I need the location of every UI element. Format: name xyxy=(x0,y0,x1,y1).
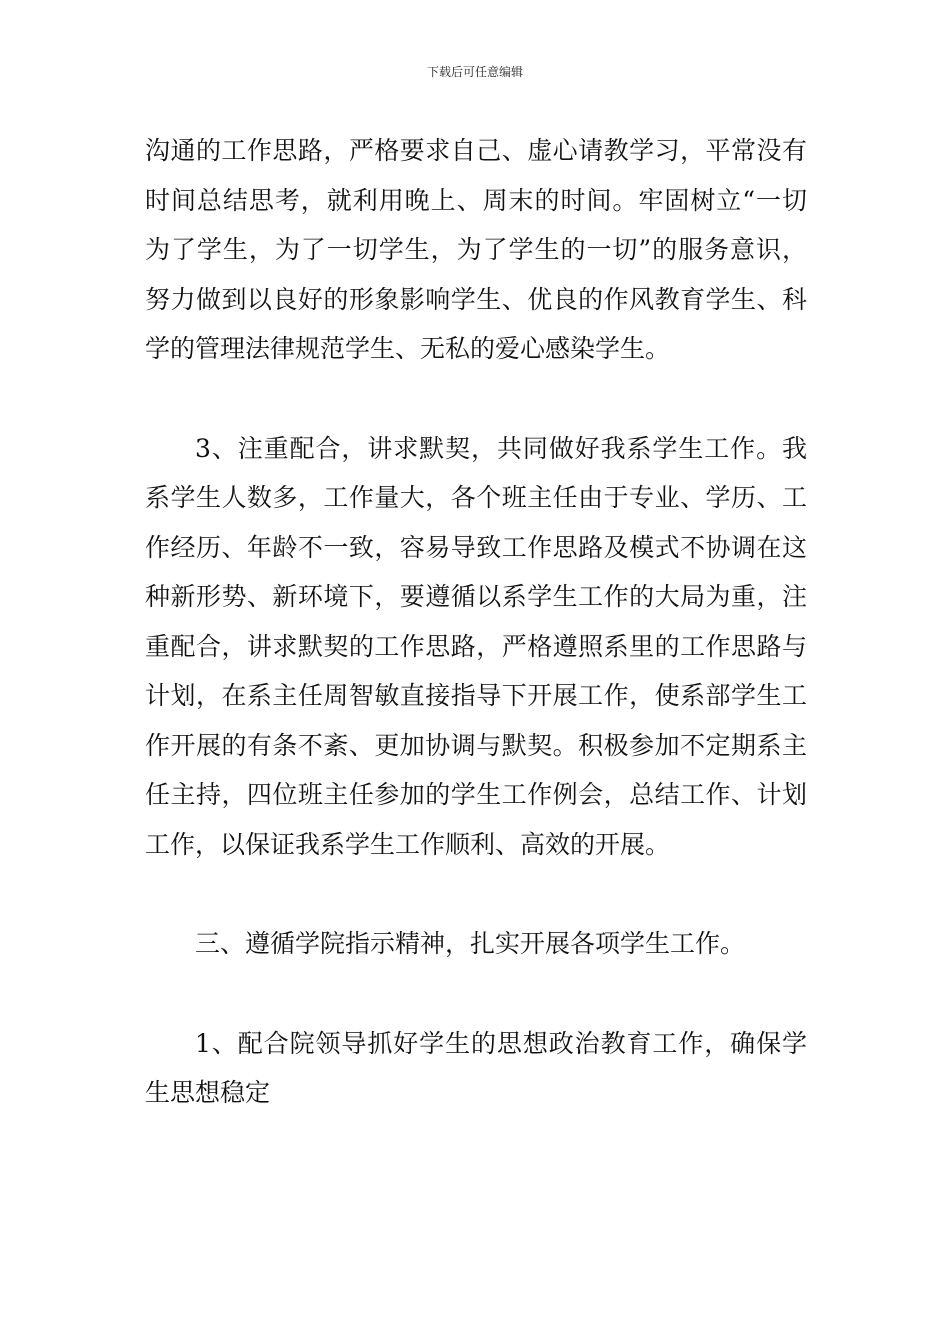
page-header-note: 下载后可任意编辑 xyxy=(426,65,523,79)
document-body xyxy=(145,126,807,1118)
paragraph-continuation: 沟通的工作思路，严格要求自己、虚心请教学习，平常没有时间总结思考，就利用晚上、周末的时间。牢固树立“一切为了学生，为了一切学生，为了学生的一切”的服务意识，努力做到以良好的形象影响学生、优良的作风教育学生、科学的管理法律规范学生、无私的爱心感染学生。 xyxy=(145,136,807,363)
section-heading-3: 三、遵循学院指示精神，扎实开展各项学生工作。 xyxy=(195,929,746,958)
paragraph-item-1: 1、配合院领导抓好学生的思想政治教育工作，确保学生思想稳定 xyxy=(145,1028,807,1107)
paragraph-item-3: 3、注重配合，讲求默契，共同做好我系学生工作。我系学生人数多，工作量大，各个班主任由于专业、学历、工作经历、年龄不一致，容易导致工作思路及模式不协调在这种新形势、新环境下，要遵循以系学生工作的大局为重，注重配合，讲求默契的工作思路，严格遵照系里的工作思路与计划，在系主任周智敏直接指导下开展工作，使系部学生工作开展的有条不紊、更加协调与默契。积极参加不定期系主任主持，四位班主任参加的学生工作例会，总结工作、计划工作，以保证我系学生工作顺利、高效的开展。 xyxy=(145,433,807,859)
